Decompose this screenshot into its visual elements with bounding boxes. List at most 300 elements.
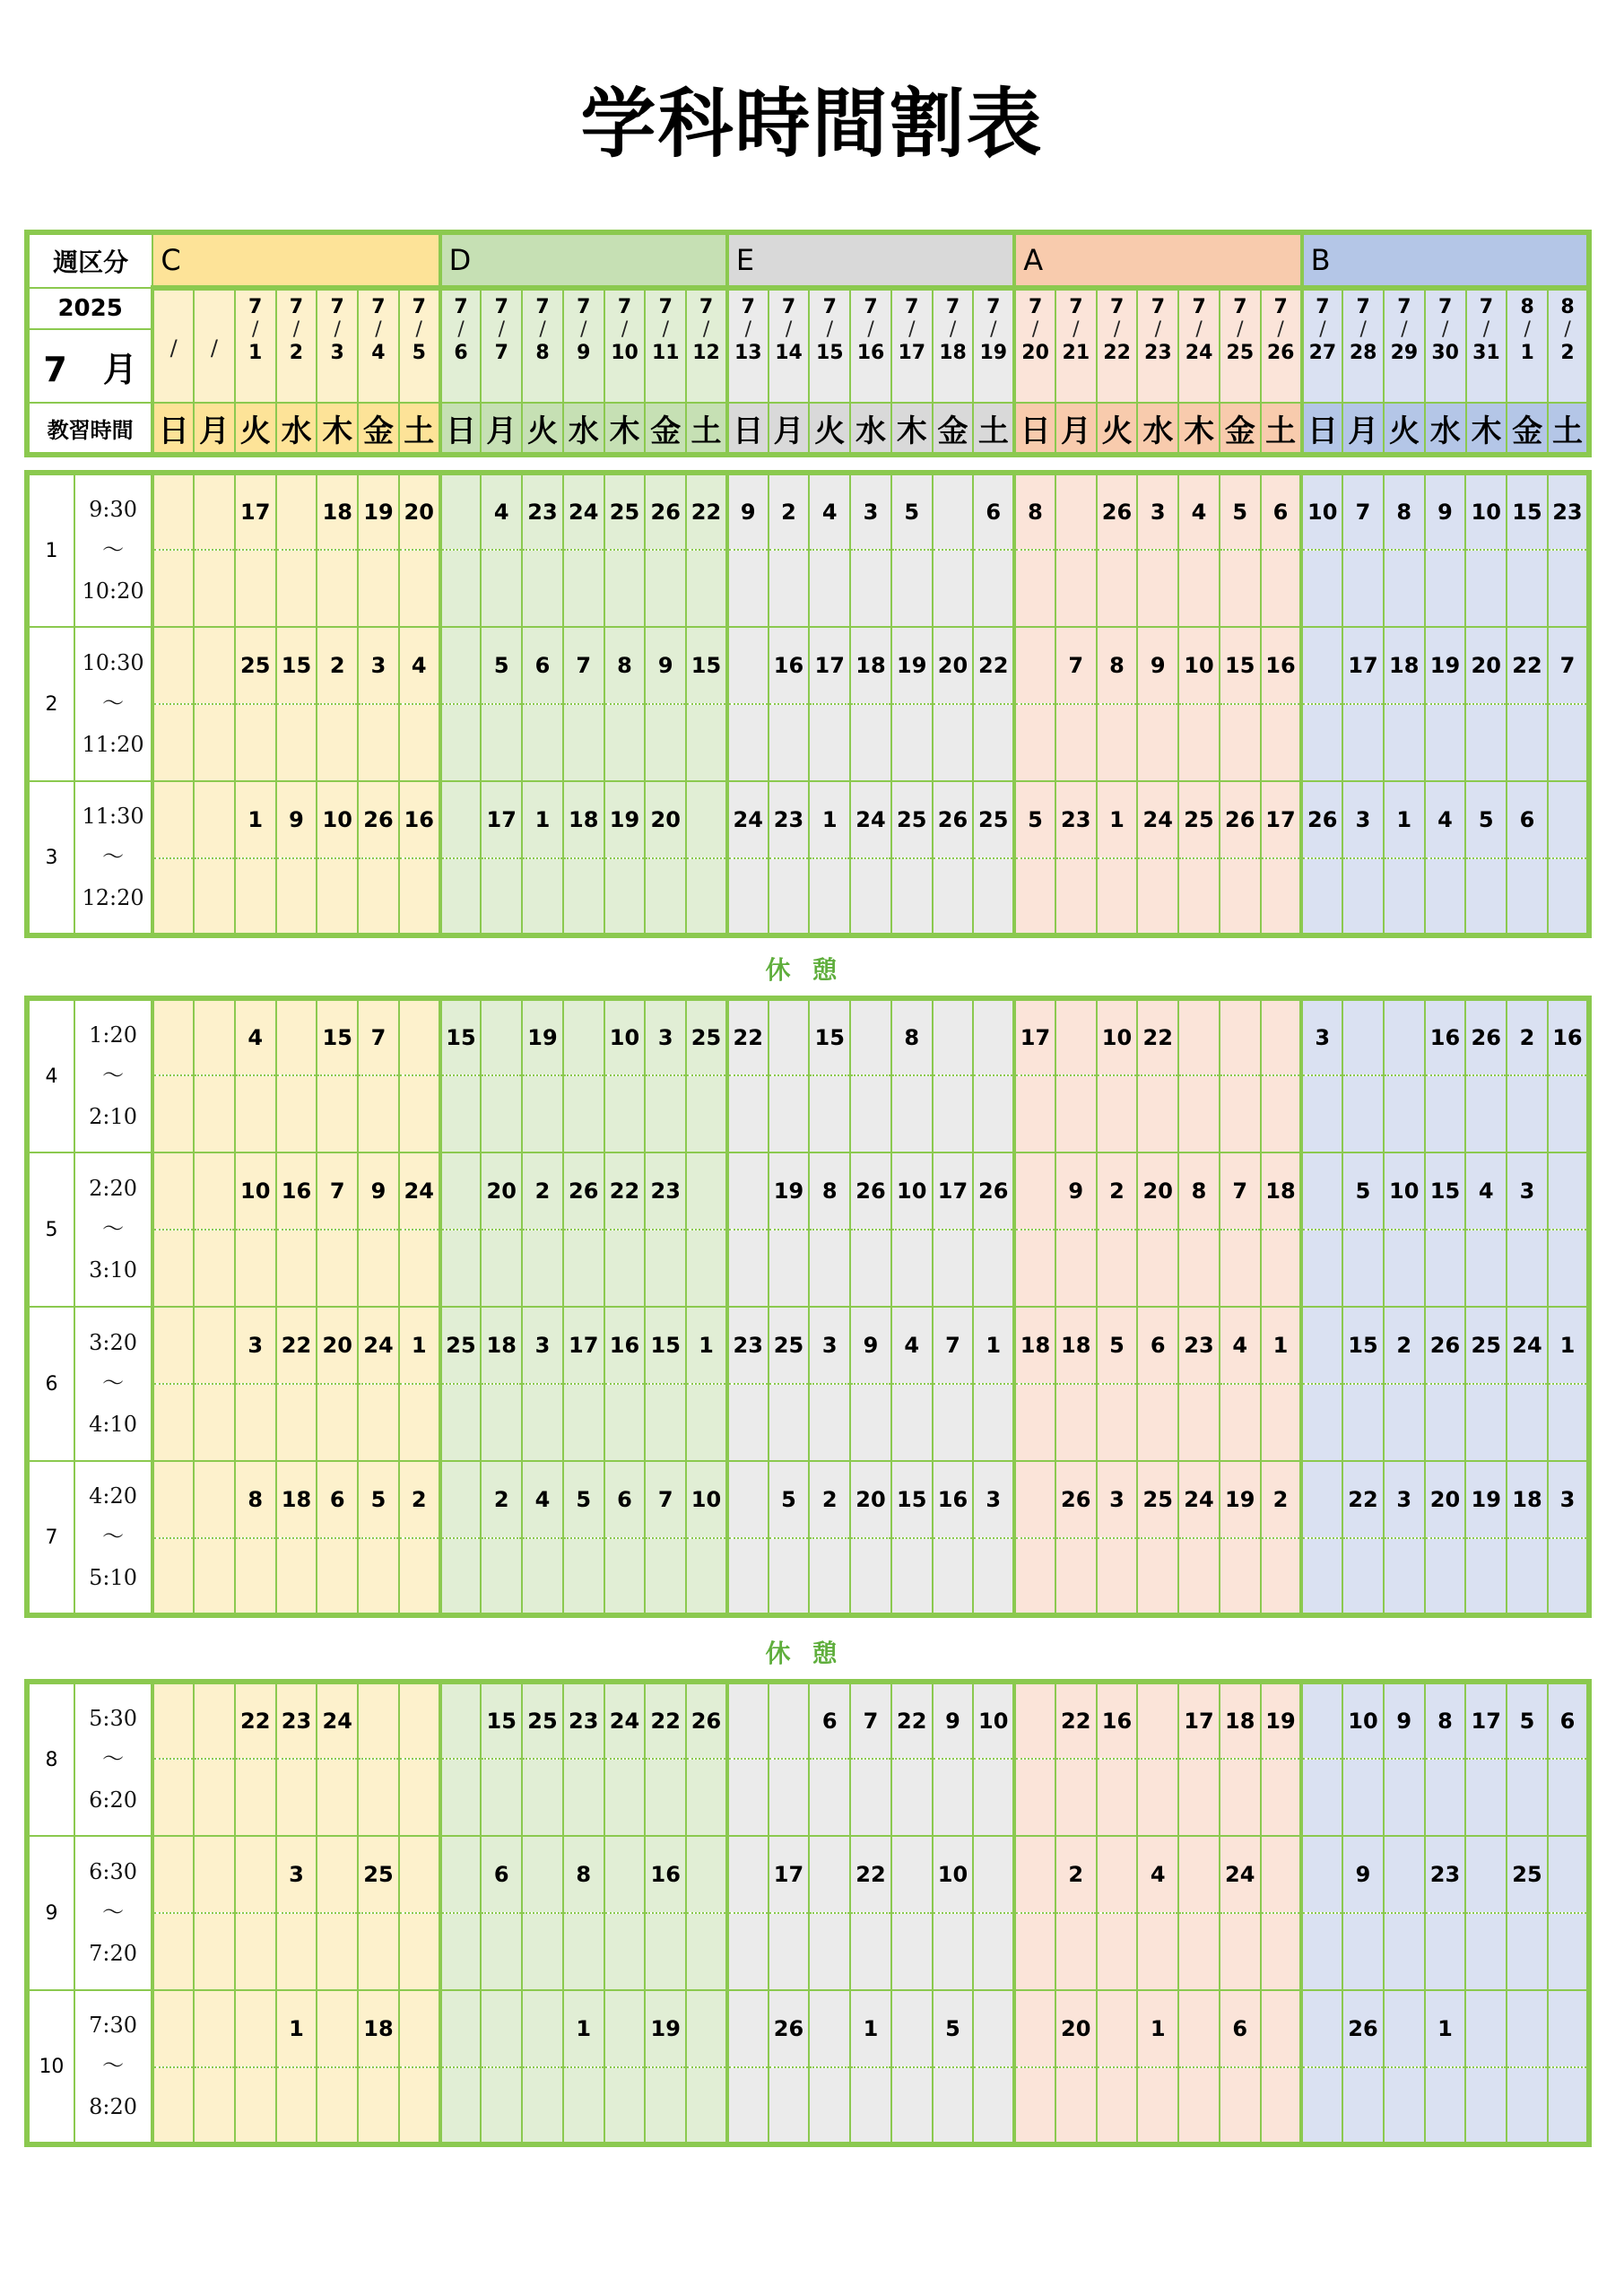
lesson-cell-blank	[440, 858, 482, 935]
lesson-cell-blank	[1301, 1075, 1342, 1152]
period-time-end: 10:20	[82, 578, 144, 604]
day-of-week-日: 日	[1014, 403, 1055, 455]
lesson-cell-blank	[1384, 1913, 1425, 1990]
lesson-cell: 20	[645, 781, 686, 858]
lesson-cell: 2	[1055, 1836, 1097, 1913]
lesson-cell-blank	[194, 1384, 235, 1461]
date-cell	[933, 288, 974, 403]
lesson-cell-blank	[235, 704, 276, 781]
lesson-cell: 18	[1507, 1461, 1548, 1538]
period-time-sep: 〜	[102, 1216, 125, 1242]
lesson-cell-blank	[152, 1538, 194, 1615]
lesson-cell	[481, 998, 522, 1075]
date-day: 20	[1021, 341, 1049, 364]
lesson-cell	[399, 1836, 440, 1913]
lesson-cell-blank	[809, 1538, 850, 1615]
lesson-cell	[276, 998, 317, 1075]
lesson-cell: 4	[1425, 781, 1466, 858]
lesson-cell: 3	[276, 1836, 317, 1913]
period-subrow	[27, 1538, 1589, 1615]
date-slash: /	[908, 318, 916, 342]
lesson-cell-blank	[809, 858, 850, 935]
lesson-cell-blank	[1465, 1075, 1507, 1152]
lesson-cell-blank	[522, 1384, 563, 1461]
date-cell	[604, 288, 646, 403]
lesson-cell-blank	[1548, 2067, 1589, 2144]
lesson-cell-blank	[440, 1075, 482, 1152]
lesson-cell: 25	[686, 998, 727, 1075]
lesson-cell: 5	[1465, 781, 1507, 858]
date-cell	[1055, 288, 1097, 403]
day-of-week-木: 木	[1178, 403, 1220, 455]
lesson-cell: 22	[1055, 1682, 1097, 1759]
lesson-cell: 26	[1097, 473, 1138, 550]
date-month: 7	[741, 296, 755, 318]
lesson-cell: 16	[645, 1836, 686, 1913]
lesson-cell: 6	[1548, 1682, 1589, 1759]
date-day: 16	[856, 341, 885, 364]
period-time-start: 1:20	[89, 1022, 138, 1048]
lesson-cell-blank	[1342, 1759, 1384, 1836]
period-number: 5	[27, 1152, 74, 1307]
lesson-cell: 7	[1055, 627, 1097, 704]
lesson-cell-blank	[194, 704, 235, 781]
lesson-cell-blank	[973, 550, 1014, 627]
day-of-week-水: 水	[1137, 403, 1178, 455]
lesson-cell: 2	[1384, 1307, 1425, 1384]
lesson-cell-blank	[440, 2067, 482, 2144]
lesson-cell: 23	[522, 473, 563, 550]
date-day: 22	[1103, 341, 1131, 364]
date-slash: /	[375, 318, 382, 342]
lesson-cell-blank	[1097, 704, 1138, 781]
date-cell	[1302, 288, 1343, 403]
lesson-cell-blank	[522, 2067, 563, 2144]
lesson-cell: 18	[563, 781, 604, 858]
period-number: 7	[27, 1461, 74, 1615]
lesson-cell-blank	[1055, 1538, 1097, 1615]
lesson-cell: 17	[481, 781, 522, 858]
period-time-sep: 〜	[102, 1900, 125, 1926]
lesson-cell-blank	[727, 1538, 769, 1615]
lesson-cell: 9	[1342, 1836, 1384, 1913]
lesson-cell	[1548, 1990, 1589, 2067]
lesson-cell-blank	[850, 2067, 891, 2144]
lesson-cell-blank	[276, 1075, 317, 1152]
lesson-cell-blank	[194, 1759, 235, 1836]
lesson-cell-blank	[850, 1075, 891, 1152]
lesson-cell: 17	[769, 1836, 810, 1913]
lesson-cell: 5	[563, 1461, 604, 1538]
lesson-cell-blank	[933, 1759, 974, 1836]
date-month: 7	[1069, 296, 1083, 318]
lesson-cell: 16	[769, 627, 810, 704]
lesson-cell-blank	[973, 858, 1014, 935]
lesson-cell-blank	[1261, 1759, 1302, 1836]
day-of-week-金: 金	[1507, 403, 1548, 455]
lesson-cell-blank	[1178, 1759, 1220, 1836]
lesson-cell-blank	[563, 858, 604, 935]
date-slash: /	[169, 335, 178, 361]
lesson-cell-blank	[358, 1759, 399, 1836]
date-month: 7	[371, 296, 386, 318]
lesson-cell	[973, 998, 1014, 1075]
week-key-label: 週区分	[27, 232, 152, 288]
lesson-cell	[152, 781, 194, 858]
lesson-cell-blank	[769, 1538, 810, 1615]
lesson-cell: 3	[1097, 1461, 1138, 1538]
timetable-block-morning	[24, 470, 1592, 938]
lesson-cell: 8	[1178, 1152, 1220, 1230]
lesson-cell	[604, 1990, 646, 2067]
lesson-cell	[194, 1152, 235, 1230]
lesson-cell-blank	[1137, 550, 1178, 627]
lesson-cell-blank	[358, 1075, 399, 1152]
date-slash: /	[334, 318, 341, 342]
date-slash: /	[1319, 318, 1326, 342]
lesson-cell-blank	[645, 550, 686, 627]
lesson-cell: 26	[686, 1682, 727, 1759]
period-time-sep: 〜	[102, 537, 125, 563]
lesson-cell-blank	[1425, 1913, 1466, 1990]
lesson-cell-blank	[1548, 704, 1589, 781]
lesson-cell	[440, 1152, 482, 1230]
date-slash: /	[1359, 318, 1367, 342]
lesson-cell: 1	[973, 1307, 1014, 1384]
lesson-cell	[399, 998, 440, 1075]
date-cell	[1342, 288, 1384, 403]
lesson-cell-blank	[481, 2067, 522, 2144]
date-slash: /	[1564, 318, 1571, 342]
lesson-cell	[1014, 1152, 1055, 1230]
date-day: 14	[775, 341, 803, 364]
lesson-cell-blank	[440, 1230, 482, 1307]
day-of-week-月: 月	[1342, 403, 1384, 455]
lesson-cell-blank	[1384, 1230, 1425, 1307]
lesson-cell: 18	[481, 1307, 522, 1384]
lesson-cell-blank	[1301, 704, 1342, 781]
lesson-cell-blank	[481, 550, 522, 627]
lesson-cell: 7	[317, 1152, 358, 1230]
period-time-start: 11:30	[82, 803, 144, 829]
period-number: 9	[27, 1836, 74, 1990]
lesson-cell: 15	[686, 627, 727, 704]
lesson-cell: 18	[1261, 1152, 1302, 1230]
lesson-cell-blank	[317, 1384, 358, 1461]
day-of-week-日: 日	[1302, 403, 1343, 455]
date-month: 7	[1273, 296, 1288, 318]
lesson-cell-blank	[1425, 2067, 1466, 2144]
lesson-cell	[1301, 1836, 1342, 1913]
lesson-cell-blank	[1220, 1230, 1261, 1307]
period-subrow	[27, 704, 1589, 781]
lesson-cell: 22	[686, 473, 727, 550]
lesson-cell: 24	[399, 1152, 440, 1230]
lesson-cell	[152, 1836, 194, 1913]
lesson-cell: 24	[1507, 1307, 1548, 1384]
lesson-cell: 4	[481, 473, 522, 550]
lesson-cell-blank	[1261, 1538, 1302, 1615]
lesson-cell-blank	[1342, 704, 1384, 781]
lesson-cell: 4	[1465, 1152, 1507, 1230]
lesson-cell	[809, 1836, 850, 1913]
lesson-cell: 25	[1137, 1461, 1178, 1538]
lesson-cell-blank	[850, 1759, 891, 1836]
lesson-cell: 10	[1097, 998, 1138, 1075]
date-day: 11	[651, 341, 680, 364]
lesson-cell: 17	[933, 1152, 974, 1230]
lesson-cell-blank	[481, 1913, 522, 1990]
lesson-cell-blank	[1097, 1384, 1138, 1461]
period-time-end: 2:10	[89, 1103, 138, 1129]
lesson-cell-blank	[276, 1913, 317, 1990]
date-slash: /	[1237, 318, 1244, 342]
lesson-cell-blank	[645, 1759, 686, 1836]
period-time	[74, 998, 152, 1152]
lesson-cell	[152, 1990, 194, 2067]
date-day: 5	[412, 341, 426, 364]
lesson-cell-blank	[1425, 1538, 1466, 1615]
lesson-cell: 1	[399, 1307, 440, 1384]
lesson-cell-blank	[152, 550, 194, 627]
lesson-cell-blank	[276, 2067, 317, 2144]
lesson-cell-blank	[809, 1230, 850, 1307]
period-time-start: 5:30	[89, 1705, 138, 1731]
lesson-cell-blank	[1548, 1230, 1589, 1307]
lesson-cell-blank	[809, 2067, 850, 2144]
lesson-cell: 17	[563, 1307, 604, 1384]
period-time-end: 7:20	[89, 1940, 138, 1966]
lesson-cell: 10	[317, 781, 358, 858]
day-of-week-月: 月	[194, 403, 235, 455]
lesson-cell: 5	[1097, 1307, 1138, 1384]
lesson-cell-blank	[1178, 1230, 1220, 1307]
lesson-cell-blank	[276, 858, 317, 935]
lesson-cell: 22	[891, 1682, 933, 1759]
lesson-cell	[727, 1152, 769, 1230]
week-group-B: B	[1302, 232, 1589, 288]
lesson-cell-blank	[1342, 550, 1384, 627]
lesson-cell: 15	[481, 1682, 522, 1759]
period-row	[27, 1682, 1589, 1759]
lesson-cell: 8	[235, 1461, 276, 1538]
lesson-cell-blank	[317, 1075, 358, 1152]
lesson-cell-blank	[152, 1230, 194, 1307]
lesson-cell-blank	[727, 1759, 769, 1836]
lesson-cell-blank	[1178, 1075, 1220, 1152]
lesson-cell	[1384, 998, 1425, 1075]
lesson-cell-blank	[235, 1538, 276, 1615]
lesson-cell-blank	[973, 1075, 1014, 1152]
period-time-end: 5:10	[89, 1564, 138, 1590]
lesson-cell: 20	[1137, 1152, 1178, 1230]
lesson-cell: 8	[1097, 627, 1138, 704]
lesson-cell: 15	[1425, 1152, 1466, 1230]
lesson-cell: 10	[604, 998, 646, 1075]
lesson-cell: 18	[358, 1990, 399, 2067]
lesson-cell-blank	[769, 1759, 810, 1836]
lesson-cell-blank	[1261, 1913, 1302, 1990]
lesson-cell-blank	[1425, 1075, 1466, 1152]
lesson-cell: 7	[933, 1307, 974, 1384]
day-of-week-月: 月	[769, 403, 810, 455]
period-row	[27, 1152, 1589, 1230]
lesson-cell: 24	[1137, 781, 1178, 858]
date-slash: /	[1113, 318, 1121, 342]
date-cell	[563, 288, 604, 403]
day-of-week-火: 火	[1097, 403, 1138, 455]
lesson-cell: 3	[1301, 998, 1342, 1075]
lesson-cell-blank	[645, 1230, 686, 1307]
lesson-cell	[973, 1836, 1014, 1913]
lesson-cell: 10	[891, 1152, 933, 1230]
lesson-cell-blank	[358, 1384, 399, 1461]
lesson-cell	[235, 1990, 276, 2067]
lesson-cell-blank	[399, 1384, 440, 1461]
lesson-cell-blank	[809, 704, 850, 781]
lesson-cell-blank	[440, 1913, 482, 1990]
lesson-cell-blank	[1384, 1075, 1425, 1152]
lesson-cell: 3	[973, 1461, 1014, 1538]
lesson-cell-blank	[358, 1913, 399, 1990]
lesson-cell-blank	[809, 1384, 850, 1461]
date-slash: /	[1524, 318, 1531, 342]
date-slash: /	[990, 318, 997, 342]
lesson-cell-blank	[522, 1913, 563, 1990]
lesson-cell-blank	[891, 1384, 933, 1461]
period-time	[74, 1990, 152, 2144]
lesson-cell-blank	[1384, 858, 1425, 935]
lesson-cell: 19	[1465, 1461, 1507, 1538]
lesson-cell-blank	[1137, 1759, 1178, 1836]
lesson-cell-blank	[1507, 1759, 1548, 1836]
lesson-cell-blank	[317, 1538, 358, 1615]
day-of-week-金: 金	[358, 403, 399, 455]
lesson-cell: 17	[1014, 998, 1055, 1075]
date-cell	[850, 288, 891, 403]
lesson-cell-blank	[194, 550, 235, 627]
lesson-cell	[769, 1682, 810, 1759]
lesson-cell: 4	[1220, 1307, 1261, 1384]
date-month: 7	[1397, 296, 1411, 318]
page-title: 学科時間割表	[580, 80, 1044, 168]
date-day: 13	[734, 341, 762, 364]
lesson-cell-blank	[933, 1538, 974, 1615]
period-number: 2	[27, 627, 74, 781]
lesson-cell: 4	[891, 1307, 933, 1384]
date-cell	[522, 288, 563, 403]
lesson-cell: 22	[645, 1682, 686, 1759]
lesson-cell: 19	[604, 781, 646, 858]
lesson-cell-blank	[1014, 550, 1055, 627]
lesson-cell-blank	[727, 1230, 769, 1307]
day-of-week-土: 土	[1261, 403, 1302, 455]
lesson-cell: 10	[1384, 1152, 1425, 1230]
lesson-cell-blank	[604, 1230, 646, 1307]
date-month: 8	[1520, 296, 1534, 318]
lesson-cell-blank	[1014, 2067, 1055, 2144]
lesson-cell	[440, 1682, 482, 1759]
lesson-cell: 18	[1055, 1307, 1097, 1384]
lesson-cell	[1014, 627, 1055, 704]
lesson-cell-blank	[604, 1913, 646, 1990]
date-month: 7	[617, 296, 632, 318]
lesson-cell-blank	[522, 1075, 563, 1152]
lesson-cell: 10	[1342, 1682, 1384, 1759]
lesson-cell: 15	[1220, 627, 1261, 704]
lesson-cell-blank	[850, 550, 891, 627]
lesson-cell-blank	[1220, 704, 1261, 781]
date-day: 26	[1266, 341, 1295, 364]
lesson-cell	[194, 1682, 235, 1759]
period-time-end: 6:20	[89, 1787, 138, 1813]
period-row	[27, 1836, 1589, 1913]
lesson-cell: 26	[769, 1990, 810, 2067]
lesson-cell-blank	[358, 704, 399, 781]
day-of-week-火: 火	[809, 403, 850, 455]
lesson-cell	[686, 1990, 727, 2067]
lesson-cell: 9	[1055, 1152, 1097, 1230]
lesson-cell	[194, 781, 235, 858]
date-month: 7	[699, 296, 714, 318]
lesson-cell: 2	[522, 1152, 563, 1230]
lesson-cell-blank	[194, 858, 235, 935]
lesson-cell: 17	[1178, 1682, 1220, 1759]
lesson-cell: 16	[276, 1152, 317, 1230]
date-slash: /	[826, 318, 833, 342]
lesson-cell	[1507, 1990, 1548, 2067]
lesson-cell: 22	[604, 1152, 646, 1230]
lesson-cell	[1342, 998, 1384, 1075]
lesson-cell-blank	[686, 2067, 727, 2144]
date-cell	[1097, 288, 1138, 403]
lesson-cell: 19	[769, 1152, 810, 1230]
month-suffix: 月	[102, 349, 137, 389]
lesson-cell-blank	[1178, 1384, 1220, 1461]
lesson-cell-blank	[604, 1075, 646, 1152]
lesson-cell: 17	[809, 627, 850, 704]
lesson-cell-blank	[522, 1538, 563, 1615]
lesson-cell-blank	[769, 1384, 810, 1461]
day-of-week-木: 木	[891, 403, 933, 455]
lesson-cell	[194, 627, 235, 704]
lesson-cell-blank	[399, 858, 440, 935]
lesson-cell: 22	[850, 1836, 891, 1913]
lesson-cell	[152, 998, 194, 1075]
lesson-cell: 23	[1548, 473, 1589, 550]
date-cell	[769, 288, 810, 403]
lesson-cell-blank	[276, 1759, 317, 1836]
date-cell	[1137, 288, 1178, 403]
lesson-cell-blank	[973, 2067, 1014, 2144]
lesson-cell	[152, 1307, 194, 1384]
date-cell	[317, 288, 358, 403]
lesson-cell: 1	[1548, 1307, 1589, 1384]
lesson-cell-blank	[522, 858, 563, 935]
lesson-cell-blank	[891, 1913, 933, 1990]
lesson-cell: 3	[1137, 473, 1178, 550]
lesson-cell-blank	[152, 858, 194, 935]
lesson-cell: 8	[891, 998, 933, 1075]
lesson-cell	[194, 1836, 235, 1913]
date-cell	[276, 288, 317, 403]
lesson-cell-blank	[276, 1384, 317, 1461]
lesson-cell-blank	[973, 1759, 1014, 1836]
date-day: 25	[1226, 341, 1255, 364]
lesson-cell-blank	[1465, 1230, 1507, 1307]
lesson-cell-blank	[1097, 1913, 1138, 1990]
lesson-cell: 25	[891, 781, 933, 858]
